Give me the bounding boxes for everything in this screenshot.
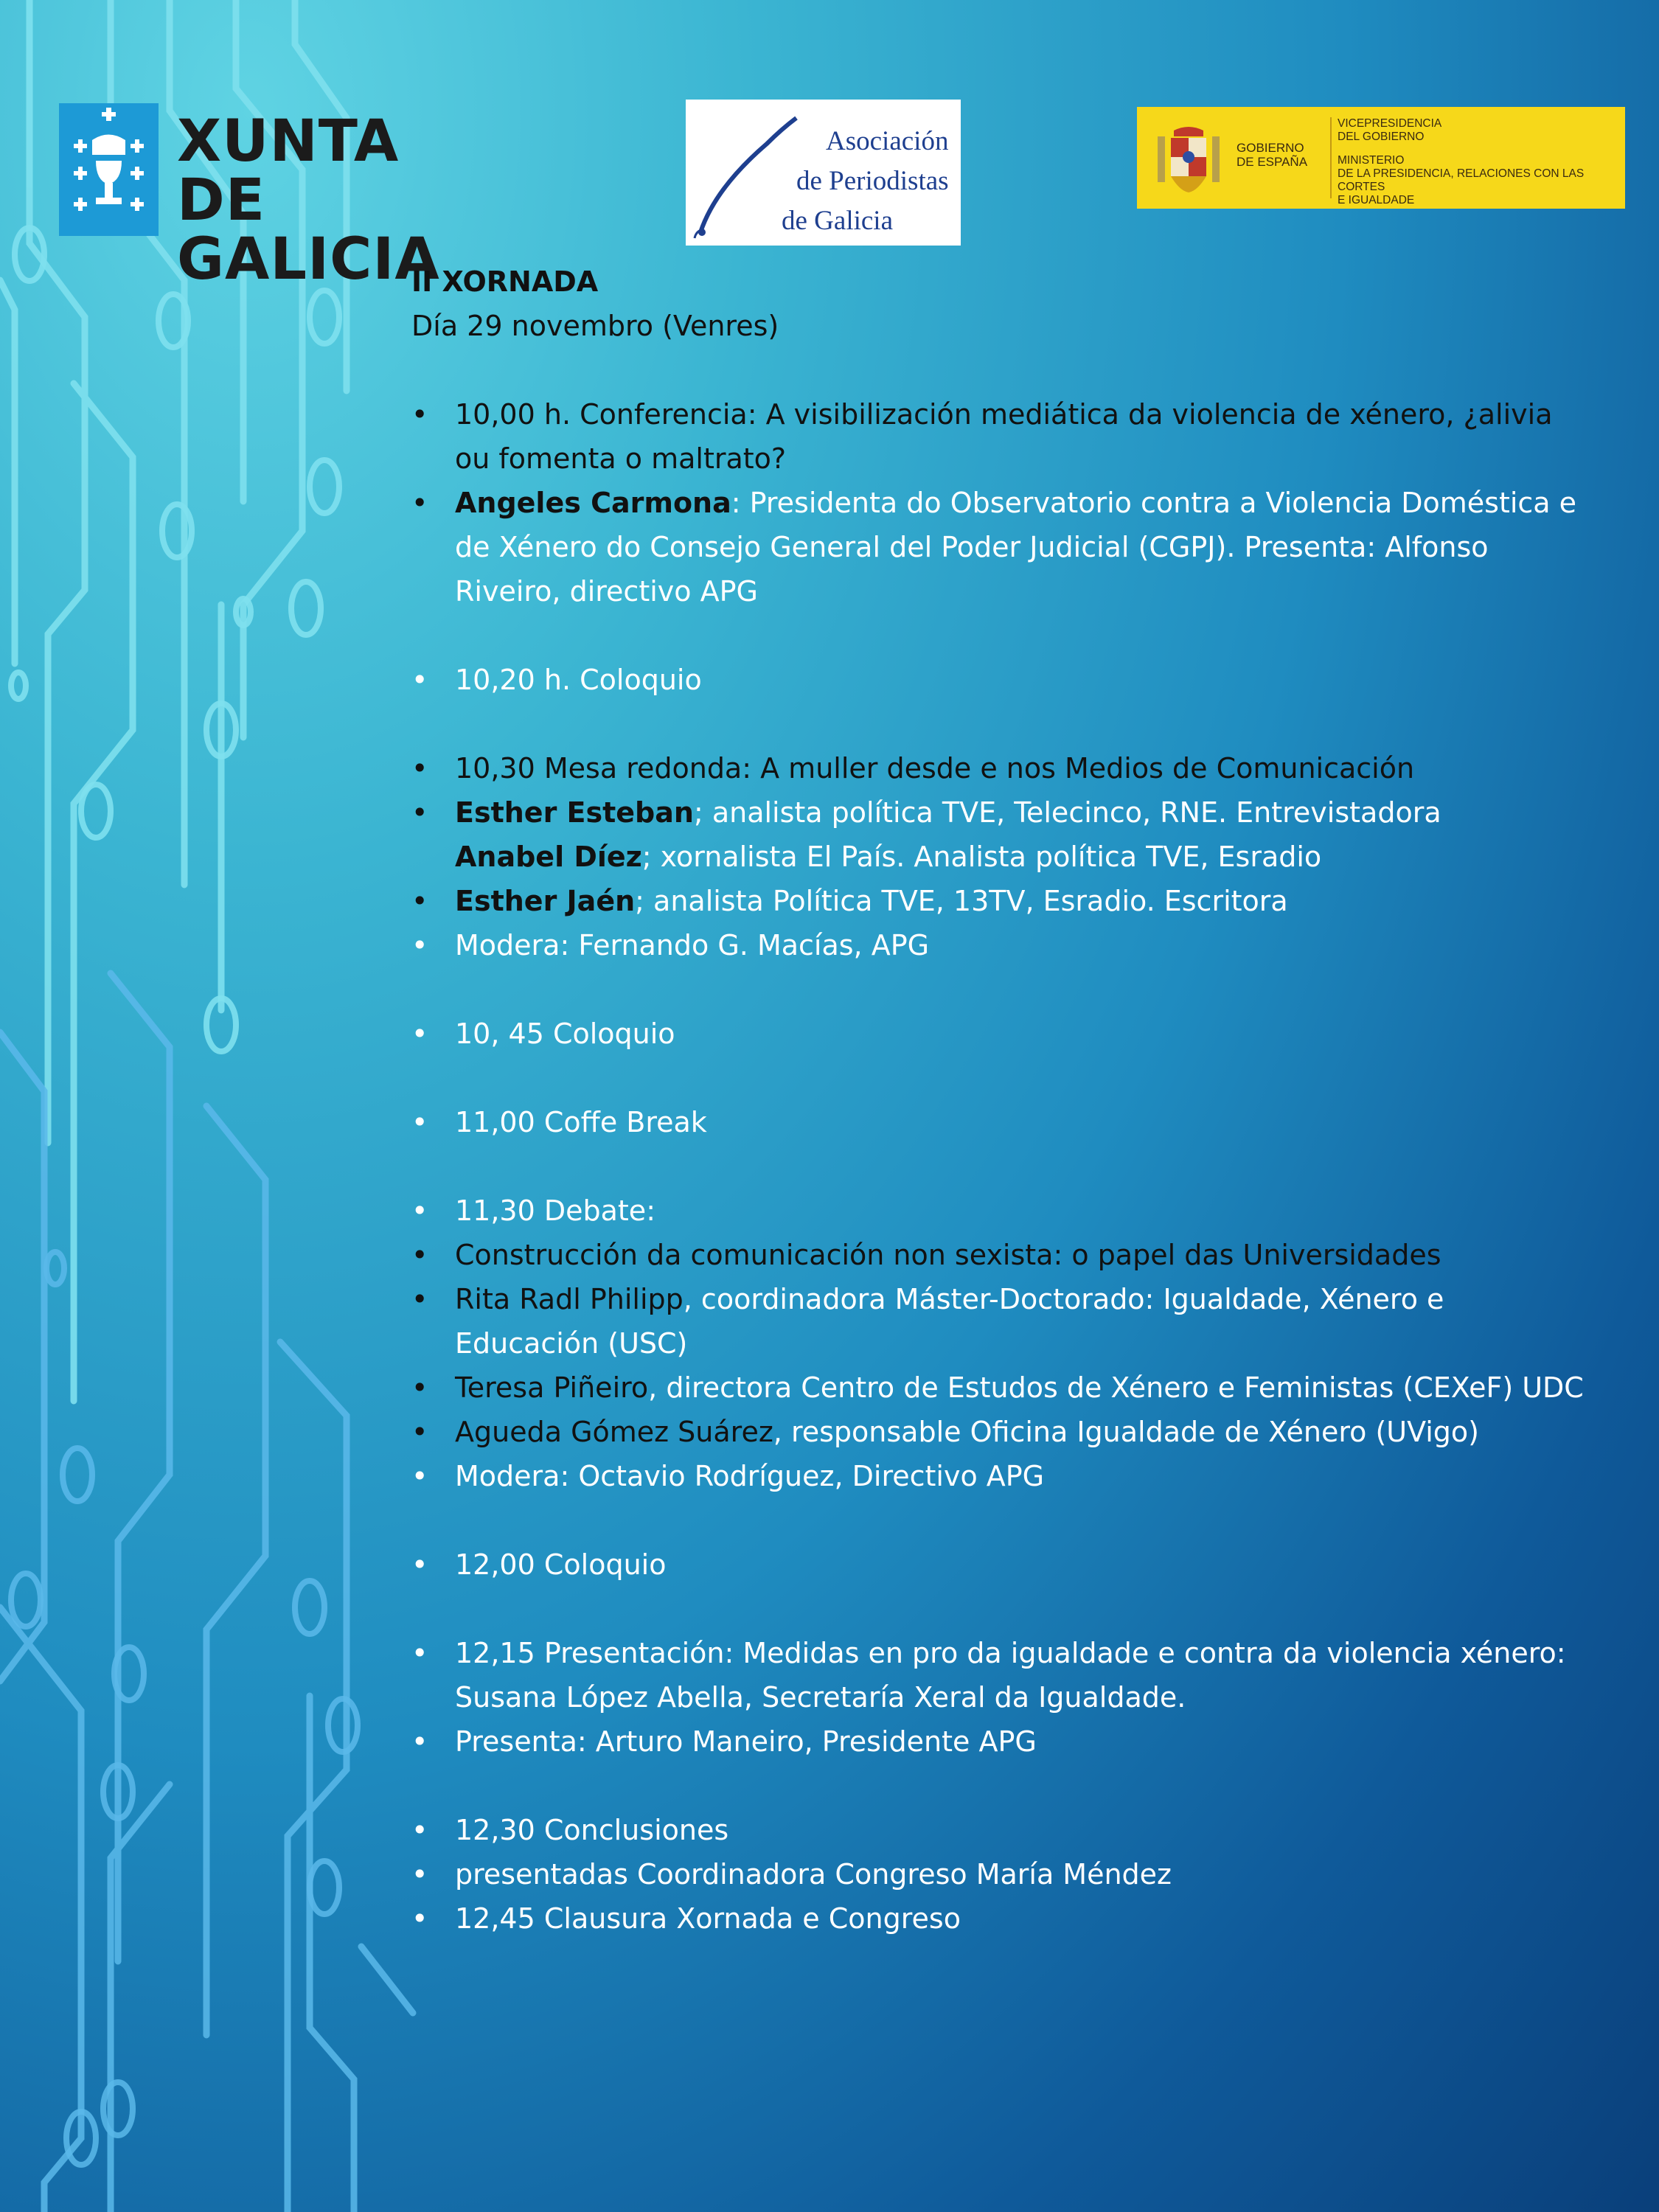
list-item	[411, 1012, 1591, 1056]
bullet: •	[411, 1106, 428, 1138]
list-item	[411, 658, 1591, 702]
item-text: , responsable Oficina Igualdade de Xénero (UVigo)	[773, 1416, 1479, 1448]
gov-left-line2: DE ESPAÑA	[1237, 155, 1308, 169]
bullet: •	[411, 398, 428, 431]
list-item	[411, 1410, 1591, 1454]
speaker-name: Rita Radl Philipp	[455, 1283, 684, 1315]
item-text: : Presidenta do Observatorio contra a Violencia Doméstica e de Xénero do Consejo General del Poder Judicial (CGPJ). Presenta: Alfonso Riveiro, directivo APG	[455, 487, 1577, 608]
apg-line3: de Galicia	[782, 206, 893, 236]
bullet: •	[411, 796, 428, 829]
item-text: presentadas Coordinadora Congreso María Méndez	[455, 1858, 1172, 1891]
item-text: , coordinadora Máster-Doctorado: Igualdade, Xénero e Educación (USC)	[455, 1283, 1444, 1360]
item-text: 10,00 h. Conferencia: A visibilización mediática da violencia de xénero, ¿alivia ou fomenta o maltrato?	[455, 398, 1553, 475]
list-item	[411, 1366, 1591, 1410]
item-text: 10,20 h. Coloquio	[455, 664, 702, 696]
list-item	[411, 1543, 1591, 1587]
gobierno-text	[1237, 141, 1307, 169]
bullet: •	[411, 1548, 428, 1581]
item-text: 12,45 Clausura Xornada e Congreso	[455, 1902, 961, 1935]
bullet: •	[411, 1018, 428, 1050]
apg-wordmark	[759, 122, 949, 241]
bullet: •	[411, 1637, 428, 1669]
bullet: •	[411, 1725, 428, 1758]
list-item	[411, 392, 1591, 481]
gov-right-line3: MINISTERIO	[1338, 154, 1405, 167]
item-text: Construcción da comunicación non sexista: o papel das Universidades	[455, 1239, 1441, 1271]
bullet: •	[411, 752, 428, 785]
list-item	[411, 835, 1591, 879]
apg-logo	[686, 100, 961, 246]
xunta-emblem-icon	[59, 103, 159, 236]
list-item	[411, 1808, 1591, 1852]
gov-right-line4: DE LA PRESIDENCIA, RELACIONES CON LAS CORTES	[1338, 167, 1585, 193]
gov-right-line5: E IGUALDADE	[1338, 194, 1415, 206]
list-item	[411, 1189, 1591, 1233]
speaker-name: Teresa Piñeiro	[455, 1371, 649, 1404]
list-item	[411, 481, 1591, 613]
bullet: •	[411, 1416, 428, 1448]
program-date: Día 29 novembro (Venres)	[411, 310, 779, 342]
list-item	[411, 1719, 1591, 1764]
bullet: •	[411, 1460, 428, 1492]
bullet: •	[411, 1814, 428, 1846]
gov-right-line2: DEL GOBIERNO	[1338, 131, 1425, 143]
item-text: Presenta: Arturo Maneiro, Presidente APG	[455, 1725, 1037, 1758]
item-text: 12,15 Presentación: Medidas en pro da igualdade e contra da violencia xénero: Susana López Abella, Secretaría Xeral da Igualdade.	[455, 1637, 1566, 1714]
bullet: •	[411, 1239, 428, 1271]
list-item	[411, 790, 1591, 835]
speaker-name: Esther Esteban	[455, 796, 694, 829]
bullet: •	[411, 1371, 428, 1404]
list-item	[411, 1631, 1591, 1719]
item-text: 11,30 Debate:	[455, 1194, 655, 1227]
spain-coat-of-arms-icon	[1152, 120, 1225, 195]
speaker-name: Angeles Carmona	[455, 487, 731, 519]
gobierno-espana-logo	[1137, 107, 1625, 209]
bullet: •	[411, 1194, 428, 1227]
item-text: 12,30 Conclusiones	[455, 1814, 729, 1846]
apg-line1: Asociación	[826, 126, 949, 156]
item-text: Modera: Octavio Rodríguez, Directivo APG	[455, 1460, 1045, 1492]
bullet: •	[411, 1902, 428, 1935]
bullet: •	[411, 929, 428, 961]
program-list	[411, 392, 1591, 1941]
program-content	[411, 260, 1591, 1941]
list-item	[411, 1896, 1591, 1941]
item-text: 12,00 Coloquio	[455, 1548, 667, 1581]
list-item	[411, 1233, 1591, 1277]
ministerio-text	[1338, 117, 1625, 207]
bullet: •	[411, 885, 428, 917]
item-text: 11,00 Coffe Break	[455, 1106, 707, 1138]
list-item	[411, 1454, 1591, 1498]
list-item	[411, 746, 1591, 790]
gov-divider	[1330, 117, 1332, 198]
item-text: ; analista política TVE, Telecinco, RNE. Entrevistadora	[693, 796, 1441, 829]
list-item	[411, 1100, 1591, 1144]
list-item	[411, 879, 1591, 923]
bullet: •	[411, 1858, 428, 1891]
speaker-name: Agueda Gómez Suárez	[455, 1416, 773, 1448]
bullet: •	[411, 1283, 428, 1315]
item-text: Modera: Fernando G. Macías, APG	[455, 929, 930, 961]
bullet: •	[411, 664, 428, 696]
program-heading: II XORNADA	[411, 265, 599, 298]
list-item	[411, 923, 1591, 967]
list-item	[411, 1277, 1591, 1366]
list-item	[411, 1852, 1591, 1896]
item-text: ; xornalista El País. Analista política TVE, Esradio	[641, 841, 1322, 873]
bullet: •	[411, 487, 428, 519]
item-text: , directora Centro de Estudos de Xénero e Feministas (CEXeF) UDC	[648, 1371, 1584, 1404]
gov-left-line1: GOBIERNO	[1237, 141, 1304, 155]
gov-right-line1: VICEPRESIDENCIA	[1338, 117, 1442, 130]
speaker-name: Anabel Díez	[455, 841, 642, 873]
item-text: 10,30 Mesa redonda: A muller desde e nos Medios de Comunicación	[455, 752, 1415, 785]
item-text: ; analista Política TVE, 13TV, Esradio. Escritora	[635, 885, 1288, 917]
speaker-name: Esther Jaén	[455, 885, 636, 917]
xunta-de-galicia-logo	[59, 103, 501, 293]
apg-line2: de Periodistas	[796, 166, 949, 196]
xunta-line2: DE GALICIA	[177, 167, 440, 293]
item-text: 10, 45 Coloquio	[455, 1018, 675, 1050]
xunta-line1: XUNTA	[177, 108, 400, 175]
